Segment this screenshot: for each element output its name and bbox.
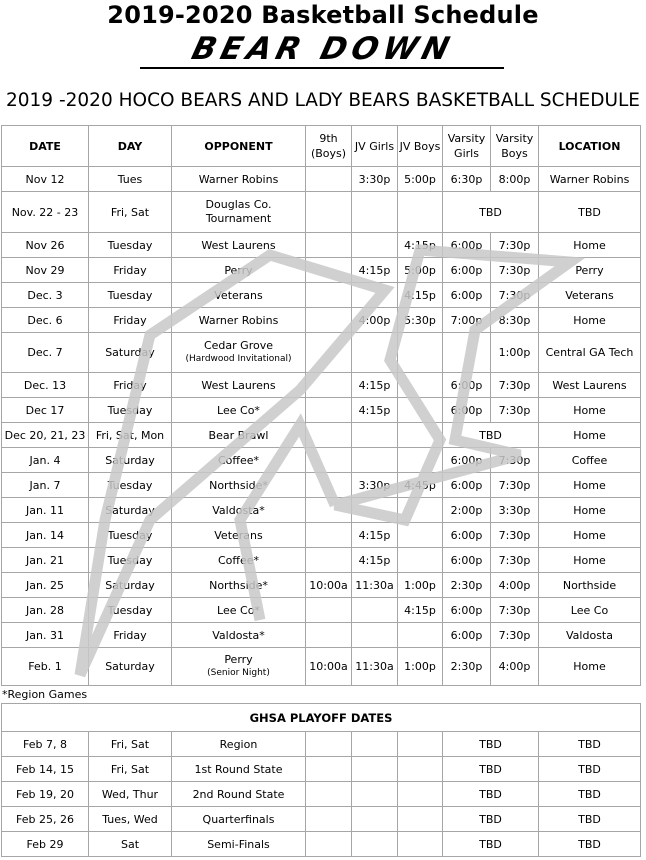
varsity-girls-cell: 6:00p [443, 598, 491, 623]
playoff-varsity-cell: TBD [443, 757, 539, 782]
varsity-boys-cell: 7:30p [491, 398, 539, 423]
playoff-day-cell: Tues, Wed [89, 807, 172, 832]
ninth-boys-cell [306, 233, 352, 258]
opponent-cell: West Laurens [172, 233, 306, 258]
day-cell: Friday [89, 373, 172, 398]
opponent-cell: Northside* [172, 473, 306, 498]
day-cell: Saturday [89, 573, 172, 598]
jv-boys-cell [398, 423, 443, 448]
jv-boys-cell [398, 523, 443, 548]
ninth-boys-cell [306, 423, 352, 448]
location-cell: Home [539, 473, 641, 498]
date-cell: Nov 29 [2, 258, 89, 283]
jv-girls-cell [352, 598, 398, 623]
day-cell: Tuesday [89, 548, 172, 573]
date-cell: Jan. 4 [2, 448, 89, 473]
date-cell: Jan. 14 [2, 523, 89, 548]
location-cell: Veterans [539, 283, 641, 308]
empty-cell [398, 832, 443, 857]
date-cell: Dec 20, 21, 23 [2, 423, 89, 448]
date-cell: Dec. 3 [2, 283, 89, 308]
opponent-cell: Warner Robins [172, 167, 306, 192]
opponent-cell: Coffee* [172, 448, 306, 473]
date-cell: Jan. 7 [2, 473, 89, 498]
date-cell: Dec. 7 [2, 333, 89, 373]
jv-girls-cell: 4:15p [352, 398, 398, 423]
empty-cell [306, 732, 352, 757]
varsity-girls-cell: 6:00p [443, 548, 491, 573]
schedule-row [2, 448, 641, 473]
playoff-date-cell: Feb 25, 26 [2, 807, 89, 832]
varsity-girls-cell: 6:00p [443, 523, 491, 548]
empty-cell [352, 782, 398, 807]
playoff-location-cell: TBD [539, 782, 641, 807]
opponent-cell: West Laurens [172, 373, 306, 398]
playoff-row [2, 807, 641, 832]
day-cell: Tuesday [89, 233, 172, 258]
ninth-boys-cell [306, 623, 352, 648]
schedule-row [2, 423, 641, 448]
day-cell: Friday [89, 623, 172, 648]
jv-boys-cell [398, 623, 443, 648]
varsity-boys-cell: 7:30p [491, 473, 539, 498]
location-cell: Central GA Tech [539, 333, 641, 373]
schedule-row [2, 373, 641, 398]
jv-boys-cell [398, 448, 443, 473]
varsity-boys-cell: 7:30p [491, 548, 539, 573]
ninth-boys-cell [306, 498, 352, 523]
jv-girls-cell: 3:30p [352, 167, 398, 192]
location-cell: Northside [539, 573, 641, 598]
jv-boys-cell [398, 498, 443, 523]
schedule-subtitle: 2019 -2020 HOCO BEARS AND LADY BEARS BASKETBALL SCHEDULE [6, 90, 640, 111]
date-cell: Dec. 6 [2, 308, 89, 333]
playoff-round-cell: Region [172, 732, 306, 757]
opponent-name: Douglas Co. [205, 198, 272, 211]
playoff-round-cell: Semi-Finals [172, 832, 306, 857]
opponent-cell: Lee Co* [172, 398, 306, 423]
varsity-boys-cell: 7:30p [491, 258, 539, 283]
opponent-cell: Northside* [172, 573, 306, 598]
opponent-note: (Hardwood Invitational) [185, 354, 292, 364]
jv-girls-cell [352, 448, 398, 473]
opponent-cell: Veterans [172, 283, 306, 308]
date-cell: Dec. 13 [2, 373, 89, 398]
schedule-header-row [2, 126, 641, 167]
jv-boys-cell: 5:30p [398, 308, 443, 333]
header-location: LOCATION [539, 126, 641, 167]
jv-girls-cell [352, 233, 398, 258]
date-cell: Jan. 21 [2, 548, 89, 573]
varsity-boys-cell: 7:30p [491, 283, 539, 308]
date-cell: Jan. 31 [2, 623, 89, 648]
location-cell: Perry [539, 258, 641, 283]
varsity-boys-cell: 3:30p [491, 498, 539, 523]
varsity-girls-cell: 7:00p [443, 308, 491, 333]
location-cell: Lee Co [539, 598, 641, 623]
varsity-boys-cell: 7:30p [491, 523, 539, 548]
jv-boys-cell: 1:00p [398, 648, 443, 686]
location-cell: Valdosta [539, 623, 641, 648]
ninth-boys-cell [306, 398, 352, 423]
ninth-boys-cell: 10:00a [306, 573, 352, 598]
jv-boys-cell [398, 333, 443, 373]
jv-girls-cell: 4:15p [352, 548, 398, 573]
varsity-girls-cell: 6:00p [443, 283, 491, 308]
bear-down-slogan: BEAR DOWN [188, 31, 458, 67]
jv-girls-cell: 4:15p [352, 523, 398, 548]
day-cell: Friday [89, 258, 172, 283]
location-cell: Home [539, 398, 641, 423]
header-9th-boys: 9th (Boys) [306, 126, 352, 167]
schedule-row [2, 623, 641, 648]
varsity-boys-cell: 4:00p [491, 573, 539, 598]
header-varsity-boys: Varsity Boys [491, 126, 539, 167]
schedule-row [2, 398, 641, 423]
day-cell: Saturday [89, 498, 172, 523]
playoff-round-cell: Quarterfinals [172, 807, 306, 832]
opponent-cell: Coffee* [172, 548, 306, 573]
empty-cell [398, 782, 443, 807]
location-cell: TBD [539, 192, 641, 233]
date-cell: Feb. 1 [2, 648, 89, 686]
ninth-boys-cell [306, 192, 352, 233]
varsity-girls-cell: 6:00p [443, 473, 491, 498]
jv-girls-cell: 4:00p [352, 308, 398, 333]
playoff-table [1, 703, 641, 857]
ninth-boys-cell: 10:00a [306, 648, 352, 686]
playoff-location-cell: TBD [539, 732, 641, 757]
slogan-underline [140, 67, 504, 69]
day-cell: Tuesday [89, 523, 172, 548]
ninth-boys-cell [306, 283, 352, 308]
day-cell: Saturday [89, 333, 172, 373]
header-jv-boys: JV Boys [398, 126, 443, 167]
jv-boys-cell: 4:45p [398, 473, 443, 498]
opponent-name: Cedar Grove [203, 339, 273, 352]
playoff-row [2, 832, 641, 857]
schedule-row [2, 192, 641, 233]
varsity-girls-cell: 6:00p [443, 623, 491, 648]
empty-cell [306, 782, 352, 807]
varsity-boys-cell: 8:00p [491, 167, 539, 192]
date-cell: Nov. 22 - 23 [2, 192, 89, 233]
jv-girls-cell [352, 192, 398, 233]
playoff-row [2, 732, 641, 757]
empty-cell [306, 832, 352, 857]
varsity-boys-cell: 7:30p [491, 373, 539, 398]
location-cell: Home [539, 308, 641, 333]
jv-boys-cell: 4:15p [398, 233, 443, 258]
varsity-girls-cell: 2:30p [443, 573, 491, 598]
jv-girls-cell: 3:30p [352, 473, 398, 498]
empty-cell [352, 732, 398, 757]
jv-boys-cell: 4:15p [398, 598, 443, 623]
jv-boys-cell [398, 192, 443, 233]
location-cell: Home [539, 233, 641, 258]
day-cell: Friday [89, 308, 172, 333]
jv-girls-cell: 4:15p [352, 373, 398, 398]
playoff-date-cell: Feb 7, 8 [2, 732, 89, 757]
ninth-boys-cell [306, 333, 352, 373]
opponent-note: Tournament [205, 212, 272, 225]
playoff-date-cell: Feb 29 [2, 832, 89, 857]
playoff-varsity-cell: TBD [443, 832, 539, 857]
playoff-location-cell: TBD [539, 757, 641, 782]
ninth-boys-cell [306, 167, 352, 192]
varsity-cell: TBD [443, 192, 539, 233]
playoff-day-cell: Wed, Thur [89, 782, 172, 807]
ninth-boys-cell [306, 258, 352, 283]
day-cell: Tues [89, 167, 172, 192]
opponent-cell: Valdosta* [172, 623, 306, 648]
schedule-row [2, 167, 641, 192]
playoff-location-cell: TBD [539, 832, 641, 857]
jv-boys-cell: 5:00p [398, 258, 443, 283]
location-cell: Home [539, 423, 641, 448]
header-jv-girls: JV Girls [352, 126, 398, 167]
day-cell: Tuesday [89, 283, 172, 308]
playoff-round-cell: 1st Round State [172, 757, 306, 782]
ninth-boys-cell [306, 548, 352, 573]
header-opponent: OPPONENT [172, 126, 306, 167]
schedule-row [2, 573, 641, 598]
date-cell: Jan. 28 [2, 598, 89, 623]
schedule-row [2, 523, 641, 548]
day-cell: Fri, Sat, Mon [89, 423, 172, 448]
opponent-cell: Lee Co* [172, 598, 306, 623]
jv-boys-cell [398, 373, 443, 398]
header-date: DATE [2, 126, 89, 167]
opponent-cell: Valdosta* [172, 498, 306, 523]
playoff-varsity-cell: TBD [443, 807, 539, 832]
varsity-girls-cell [443, 333, 491, 373]
varsity-boys-cell: 1:00p [491, 333, 539, 373]
ninth-boys-cell [306, 598, 352, 623]
empty-cell [306, 807, 352, 832]
jv-boys-cell [398, 398, 443, 423]
opponent-cell: Bear Brawl [172, 423, 306, 448]
location-cell: Home [539, 523, 641, 548]
empty-cell [398, 732, 443, 757]
schedule-row [2, 258, 641, 283]
ninth-boys-cell [306, 473, 352, 498]
varsity-girls-cell: 2:30p [443, 648, 491, 686]
varsity-boys-cell: 8:30p [491, 308, 539, 333]
jv-girls-cell [352, 333, 398, 373]
empty-cell [398, 757, 443, 782]
jv-girls-cell: 11:30a [352, 648, 398, 686]
date-cell: Jan. 11 [2, 498, 89, 523]
location-cell: Home [539, 648, 641, 686]
region-games-footnote: *Region Games [2, 688, 88, 701]
day-cell: Tuesday [89, 473, 172, 498]
jv-girls-cell: 4:15p [352, 258, 398, 283]
ninth-boys-cell [306, 308, 352, 333]
page-title: 2019-2020 Basketball Schedule [107, 1, 539, 29]
jv-girls-cell [352, 623, 398, 648]
location-cell: Home [539, 548, 641, 573]
jv-boys-cell [398, 548, 443, 573]
jv-girls-cell [352, 283, 398, 308]
varsity-boys-cell: 7:30p [491, 623, 539, 648]
varsity-girls-cell: 6:30p [443, 167, 491, 192]
jv-boys-cell: 4:15p [398, 283, 443, 308]
ninth-boys-cell [306, 373, 352, 398]
location-cell: West Laurens [539, 373, 641, 398]
varsity-girls-cell: 2:00p [443, 498, 491, 523]
schedule-row [2, 548, 641, 573]
varsity-boys-cell: 7:30p [491, 598, 539, 623]
day-cell: Saturday [89, 648, 172, 686]
opponent-cell: Perry [172, 258, 306, 283]
schedule-row [2, 473, 641, 498]
location-cell: Home [539, 498, 641, 523]
opponent-name: Perry [224, 653, 253, 666]
location-cell: Warner Robins [539, 167, 641, 192]
schedule-row [2, 598, 641, 623]
schedule-row [2, 498, 641, 523]
date-cell: Nov 26 [2, 233, 89, 258]
ninth-boys-cell [306, 523, 352, 548]
location-cell: Coffee [539, 448, 641, 473]
playoff-round-cell: 2nd Round State [172, 782, 306, 807]
varsity-girls-cell: 6:00p [443, 373, 491, 398]
date-cell: Dec 17 [2, 398, 89, 423]
opponent-cell: Warner Robins [172, 308, 306, 333]
empty-cell [398, 807, 443, 832]
header-varsity-girls: Varsity Girls [443, 126, 491, 167]
opponent-cell [172, 648, 306, 686]
ninth-boys-cell [306, 448, 352, 473]
varsity-cell: TBD [443, 423, 539, 448]
jv-girls-cell [352, 498, 398, 523]
varsity-boys-cell: 7:30p [491, 233, 539, 258]
varsity-girls-cell: 6:00p [443, 398, 491, 423]
empty-cell [352, 807, 398, 832]
varsity-boys-cell: 4:00p [491, 648, 539, 686]
empty-cell [306, 757, 352, 782]
playoff-title: GHSA PLAYOFF DATES [2, 704, 641, 732]
playoff-day-cell: Sat [89, 832, 172, 857]
playoff-location-cell: TBD [539, 807, 641, 832]
opponent-cell [172, 333, 306, 373]
varsity-girls-cell: 6:00p [443, 233, 491, 258]
schedule-table [1, 125, 641, 686]
header-day: DAY [89, 126, 172, 167]
opponent-note: (Senior Night) [207, 668, 270, 678]
varsity-boys-cell: 7:30p [491, 448, 539, 473]
opponent-cell [172, 192, 306, 233]
jv-boys-cell: 5:00p [398, 167, 443, 192]
schedule-row [2, 648, 641, 686]
playoff-title-row [2, 704, 641, 732]
day-cell: Tuesday [89, 598, 172, 623]
schedule-row [2, 333, 641, 373]
date-cell: Jan. 25 [2, 573, 89, 598]
playoff-row [2, 782, 641, 807]
day-cell: Fri, Sat [89, 192, 172, 233]
varsity-girls-cell: 6:00p [443, 258, 491, 283]
varsity-girls-cell: 6:00p [443, 448, 491, 473]
jv-girls-cell: 11:30a [352, 573, 398, 598]
empty-cell [352, 832, 398, 857]
playoff-date-cell: Feb 14, 15 [2, 757, 89, 782]
schedule-row [2, 233, 641, 258]
day-cell: Tuesday [89, 398, 172, 423]
playoff-varsity-cell: TBD [443, 782, 539, 807]
schedule-row [2, 283, 641, 308]
date-cell: Nov 12 [2, 167, 89, 192]
jv-girls-cell [352, 423, 398, 448]
playoff-varsity-cell: TBD [443, 732, 539, 757]
playoff-row [2, 757, 641, 782]
opponent-cell: Veterans [172, 523, 306, 548]
playoff-date-cell: Feb 19, 20 [2, 782, 89, 807]
schedule-row [2, 308, 641, 333]
playoff-day-cell: Fri, Sat [89, 732, 172, 757]
jv-boys-cell: 1:00p [398, 573, 443, 598]
day-cell: Saturday [89, 448, 172, 473]
empty-cell [352, 757, 398, 782]
playoff-day-cell: Fri, Sat [89, 757, 172, 782]
